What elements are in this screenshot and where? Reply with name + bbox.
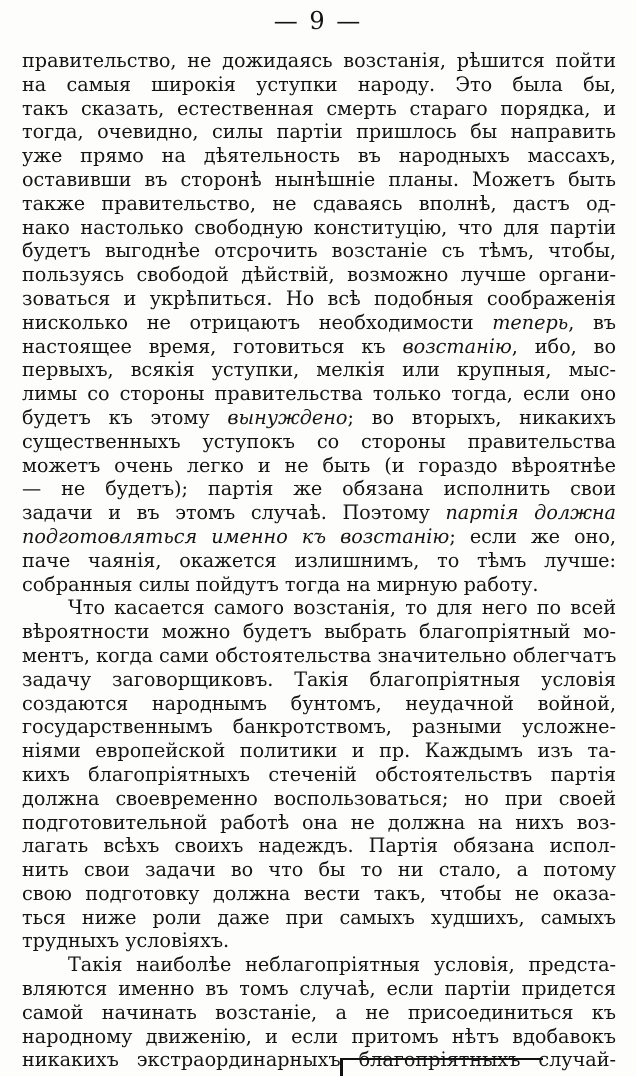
text-line: задачу заговорщиковъ. Такія благопріятныя условія — [22, 667, 616, 691]
text-line — [22, 335, 616, 359]
text-line — [22, 406, 616, 430]
text-line: Такія наиболѣе неблагопріятныя условія, предста- — [68, 953, 616, 977]
text-line: трудныхъ условіяхъ. — [22, 929, 230, 953]
text-line: существенныхъ уступокъ со стороны правительства — [22, 429, 616, 453]
text-line: оставивши въ сторонѣ нынѣшніе планы. Можетъ быть — [22, 167, 616, 191]
text-line: тогда, очевидно, силы партіи пришлось бы направить — [22, 120, 616, 144]
text-segment: задачи и въ этомъ случаѣ. Поэтому — [22, 501, 430, 525]
text-line: ніями европейской политики и пр. Каждымъ изъ та- — [22, 739, 616, 763]
text-line: лагать всѣхъ своихъ надеждъ. Партія обязана испол- — [22, 834, 616, 858]
text-line: можетъ очень легко и не быть (и гораздо вѣроятнѣе — [22, 453, 616, 477]
text-segment: нисколько не отрицаютъ необходимости — [22, 310, 474, 334]
text-line: государственнымъ банкротствомъ, разными усложне- — [22, 715, 616, 739]
italic-emphasis: теперь — [492, 310, 569, 334]
text-line: никакихъ экстраординарныхъ благопріятныхъ случай- — [22, 1048, 616, 1072]
text-line: также правительство, не сдаваясь вполнѣ, дастъ од- — [22, 191, 616, 215]
text-line: создаются народнымъ бунтомъ, неудачной войной, — [22, 691, 616, 715]
text-line: свою подготовку должна вести такъ, чтобы не оказа- — [22, 881, 616, 905]
text-line: ться ниже роли даже при самыхъ худшихъ, самыхъ — [22, 905, 616, 929]
text-line: лимы со стороны правительства только тогда, если оно — [22, 382, 616, 406]
text-segment: ; если же оно, — [449, 524, 616, 548]
body-text — [22, 49, 616, 1072]
text-line — [22, 525, 616, 549]
text-line: вѣроятности можно будетъ выбрать благопріятный мо- — [22, 620, 616, 644]
text-line: зоваться и укрѣпиться. Но всѣ подобныя соображенія — [22, 286, 616, 310]
text-line — [22, 501, 616, 525]
text-line: будетъ выгоднѣе отсрочить возстаніе съ тѣмъ, чтобы, — [22, 239, 616, 263]
text-line: должна своевременно воспользоваться; но при своей — [22, 786, 616, 810]
text-line: на самыя широкія уступки народу. Это была бы, — [22, 72, 616, 96]
text-line: ментъ, когда сами обстоятельства значительно облегчатъ — [22, 643, 616, 667]
text-line: нако настолько свободную конституцію, что для партіи — [22, 215, 616, 239]
text-line: пользуясь свободой дѣйствій, возможно лучше органи- — [22, 263, 616, 287]
text-segment: будетъ къ этому — [22, 405, 210, 429]
text-line: — не будетъ); партія же обязана исполнить свои — [22, 477, 616, 501]
text-line: вляются именно въ томъ случаѣ, если партіи придется — [22, 977, 616, 1001]
text-line: самой начинать возстаніе, а не присоединиться къ — [22, 1000, 616, 1024]
text-line: подготовительной работѣ она не должна на нихъ воз- — [22, 810, 616, 834]
text-line: Что касается самого возстанія, то для него по всей — [68, 596, 616, 620]
text-segment: , въ — [568, 310, 616, 334]
text-line — [22, 311, 616, 335]
italic-emphasis: возстанію — [402, 334, 512, 358]
text-line: кихъ благопріятныхъ стеченій обстоятельствъ партія — [22, 762, 616, 786]
text-line: нить свои задачи во что бы то ни стало, а потому — [22, 858, 616, 882]
text-segment: ; во вторыхъ, никакихъ — [347, 405, 616, 429]
text-line: первыхъ, всякія уступки, мелкія или крупныя, мыс- — [22, 358, 616, 382]
text-segment: настоящее время, готовиться къ — [22, 334, 386, 358]
italic-emphasis: партія должна — [445, 501, 616, 525]
ink-stamp-mark — [340, 1058, 543, 1076]
page-number: — 9 — — [273, 7, 363, 35]
text-line: правительство, не дожидаясь возстанія, рѣшится пойти — [22, 49, 616, 72]
text-line: народному движенію, и если притомъ нѣтъ вдобавокъ — [22, 1024, 616, 1048]
text-line: паче чаянія, окажется излишнимъ, то тѣмъ лучше: — [22, 548, 616, 572]
text-line: уже прямо на дѣятельность въ народныхъ массахъ, — [22, 144, 616, 168]
text-line: такъ сказать, естественная смерть стараго порядка, и — [22, 96, 616, 120]
italic-emphasis: вынуждено — [227, 405, 348, 429]
text-line: собранныя силы пойдутъ тогда на мирную работу. — [22, 572, 539, 596]
text-segment: , ибо, во — [511, 334, 616, 358]
italic-emphasis: подготовляться именно къ возстанію — [22, 524, 450, 548]
